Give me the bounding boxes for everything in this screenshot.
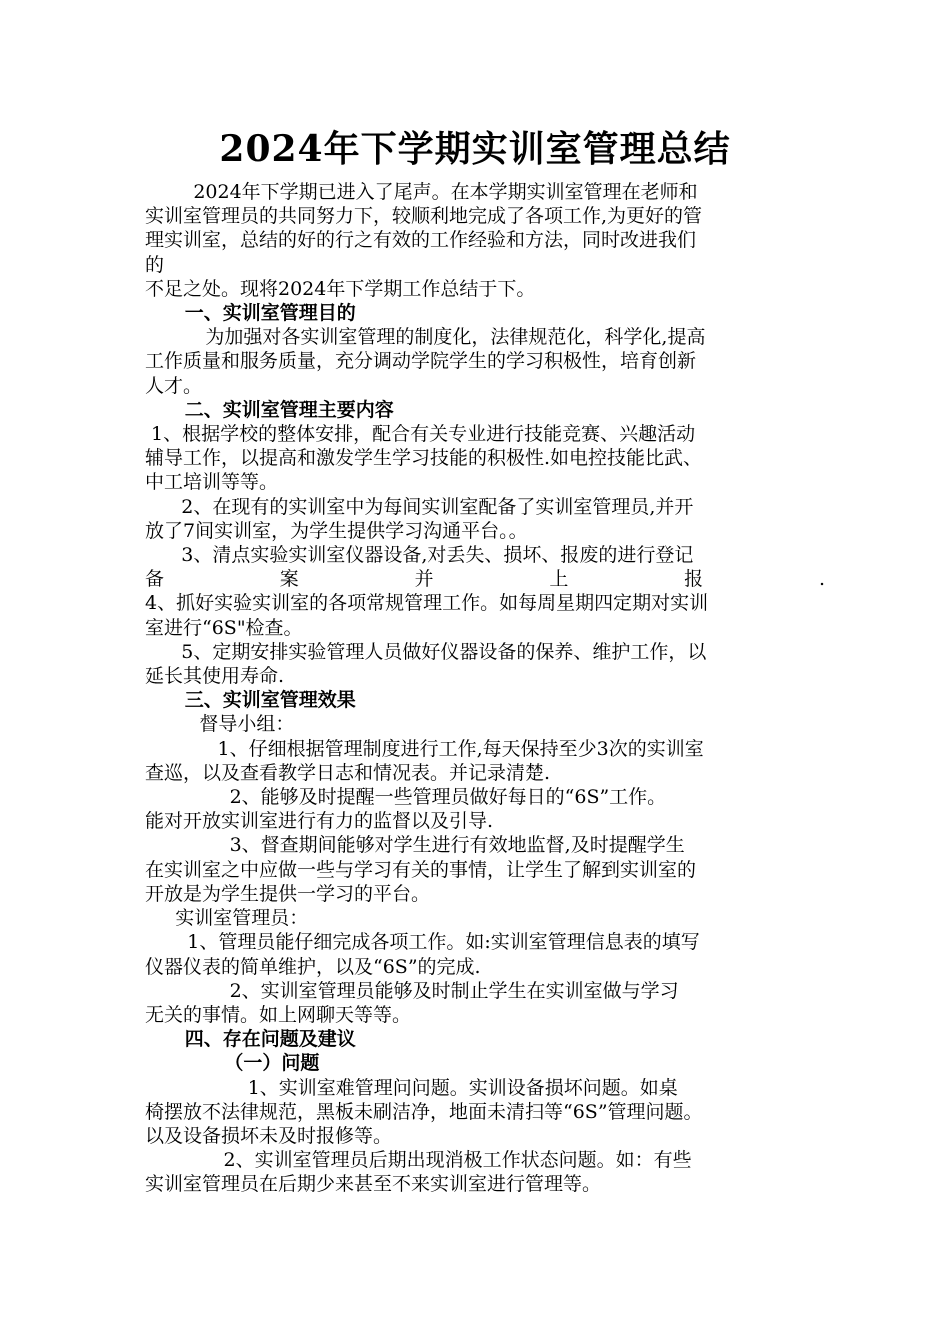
text-line: 延长其使用寿命.: [145, 665, 285, 688]
text-line: 2、实训室管理员能够及时制止学生在实训室做与学习: [145, 979, 679, 1002]
text-line: 为加强对各实训室管理的制度化，法律规范化，科学化,提高: [145, 326, 706, 349]
text-line: 放了7间实训室，为学生提供学习沟通平台。。: [145, 519, 528, 542]
page-title: 2024年下学期实训室管理总结: [219, 128, 731, 170]
text-line: 开放是为学生提供一学习的平台。: [145, 882, 431, 905]
section-heading: 二、实训室管理主要内容: [145, 398, 394, 421]
text-line: 1、管理员能仔细完成各项工作。如:实训室管理信息表的填写: [145, 931, 700, 954]
section-heading: 三、实训室管理效果: [145, 689, 356, 712]
text-line: 2、实训室管理员后期出现消极工作状态问题。如：有些: [145, 1149, 692, 1172]
text-line: 椅摆放不法律规范，黑板未刷洁净，地面未清扫等“6S”管理问题。: [145, 1100, 703, 1123]
text-line: 工作质量和服务质量，充分调动学院学生的学习积极性，培育创新: [145, 350, 697, 373]
text-line: 以及设备损坏未及时报修等。: [145, 1124, 393, 1147]
text-line: 的: [145, 253, 165, 276]
text-line: 2024年下学期已进入了尾声。在本学期实训室管理在老师和: [145, 181, 698, 203]
section-heading: 四、存在问题及建议: [145, 1028, 356, 1051]
text-line: 仪器仪表的简单维护，以及“6S”的完成.: [145, 955, 481, 978]
text-line: 实训室管理员的共同努力下，较顺利地完成了各项工作,为更好的管: [145, 205, 703, 228]
text-line: 1、实训室难管理问问题。实训设备损坏问题。如桌: [145, 1076, 678, 1099]
text-line: 4、抓好实验实训室的各项常规管理工作。如每周星期四定期对实训: [145, 592, 709, 615]
text-line: 实训室管理员：: [145, 907, 309, 930]
document-body: [145, 180, 825, 1197]
text-line: 督导小组：: [145, 713, 295, 736]
section-heading: （一）问题: [145, 1052, 320, 1075]
text-line: 辅导工作，以提高和激发学生学习技能的积极性.如电控技能比武、: [145, 447, 703, 470]
text-line: 中工培训等等。: [145, 471, 279, 494]
text-line: 3、督查期间能够对学生进行有效地监督,及时提醒学生: [145, 834, 685, 857]
text-line: 无关的事情。如上网聊天等等。: [145, 1003, 412, 1026]
text-line: 2、能够及时提醒一些管理员做好每日的“6S”工作。: [145, 786, 667, 809]
text-line: 能对开放实训室进行有力的监督以及引导.: [145, 810, 494, 833]
section-heading: 一、实训室管理目的: [145, 302, 356, 325]
text-line: 室进行“6S"检查。: [145, 616, 303, 639]
document-page: [145, 118, 825, 1197]
text-line: 在实训室之中应做一些与学习有关的事情，让学生了解到实训室的: [145, 858, 697, 881]
text-line: 1、根据学校的整体安排，配合有关专业进行技能竞赛、兴趣活动: [145, 423, 696, 446]
text-line: 1、仔细根据管理制度进行工作,每天保持至少3次的实训室: [145, 737, 704, 760]
text-line: 查巡，以及查看教学日志和情况表。并记录清楚.: [145, 761, 551, 784]
text-line: 理实训室，总结的好的行之有效的工作经验和方法，同时改进我们: [145, 229, 697, 252]
text-line: 人才。: [145, 374, 203, 397]
text-line: 实训室管理员在后期少来甚至不来实训室进行管理等。: [145, 1173, 602, 1196]
text-line: 不足之处。现将2024年下学期工作总结于下。: [145, 277, 536, 300]
text-line: 备 案 并 上 报 .: [145, 568, 825, 591]
text-line: 3、清点实验实训室仪器设备,对丢失、损坏、报废的进行登记: [145, 544, 694, 567]
text-line: 2、在现有的实训室中为每间实训室配备了实训室管理员,并开: [145, 495, 694, 518]
text-line: 5、定期安排实验管理人员做好仪器设备的保养、维护工作，以: [145, 640, 707, 663]
